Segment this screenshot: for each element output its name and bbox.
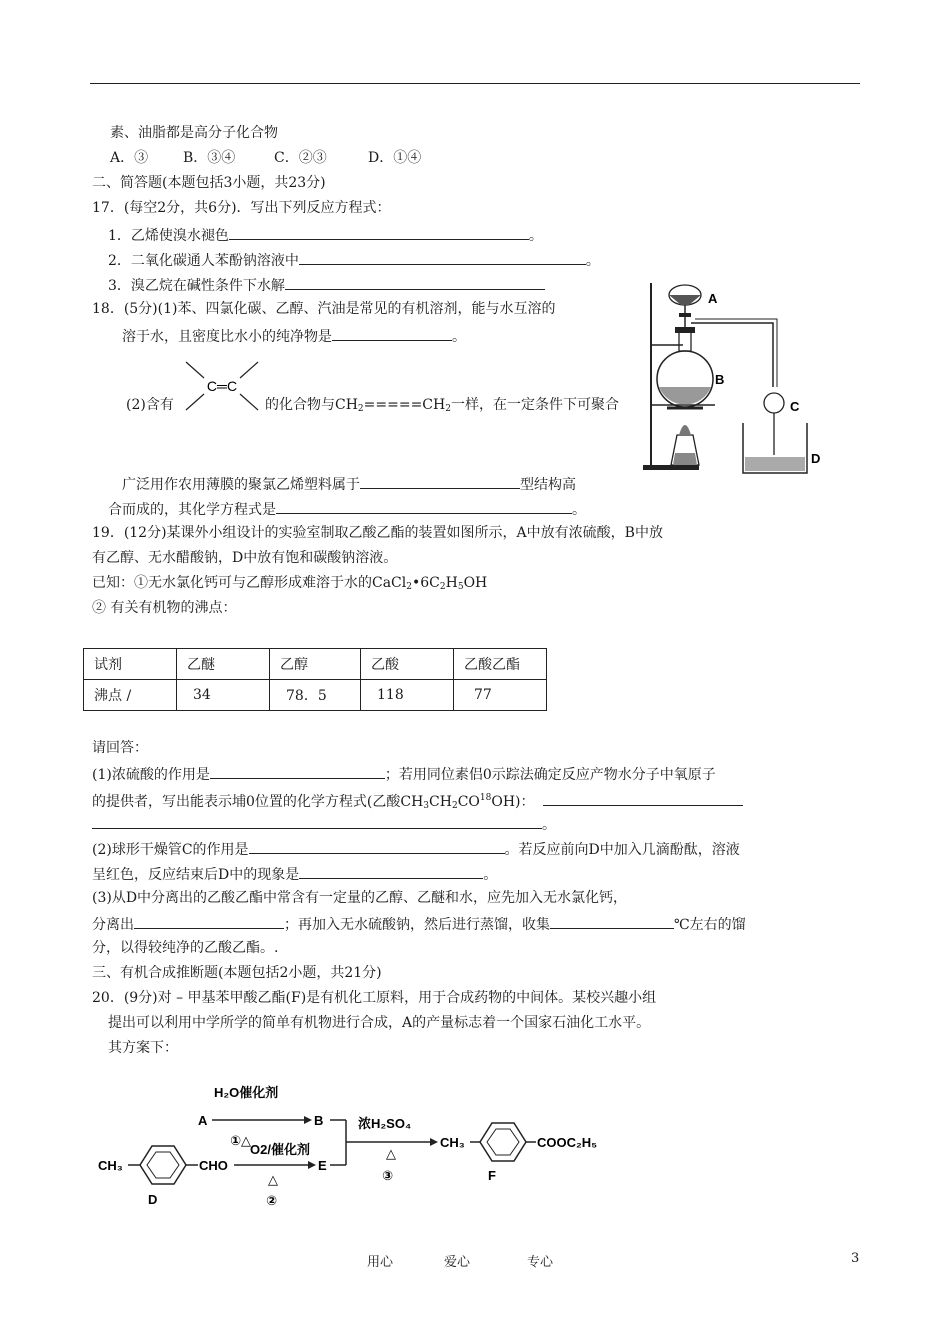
- compound-d: D: [148, 1192, 158, 1207]
- q18-line4-tail: 型结构高: [520, 477, 576, 493]
- answer-blank[interactable]: [543, 791, 743, 806]
- end-mark: 。: [585, 253, 600, 269]
- table-cell: 乙酸: [361, 649, 454, 680]
- q19-p1-line3: 。: [92, 814, 556, 834]
- answer-blank[interactable]: [360, 474, 520, 489]
- table-row: [84, 680, 547, 711]
- q19-known1-text: 已知：①无水氯化钙可与乙醇形成难溶于水的CaCl: [92, 575, 407, 591]
- step2-condition: △: [268, 1172, 278, 1187]
- q19-p3-line3: 分，以得较纯净的乙酸乙酯。.: [92, 940, 279, 956]
- table-cell: 试剂: [84, 649, 177, 680]
- step3-number: ③: [382, 1168, 394, 1183]
- q19-p2b: 。若反应前向D中加入几滴酚酞，溶液: [504, 842, 740, 858]
- compound-e: E: [318, 1158, 327, 1173]
- end-mark: 。: [528, 228, 543, 244]
- q18-line4-text: 广泛用作农用薄膜的聚氯乙烯塑料属于: [122, 477, 360, 493]
- ch3-right: CH₃: [440, 1135, 465, 1150]
- q18-part2-a: 的化合物与CH: [265, 397, 358, 413]
- q18-line2-text: 溶于水，且密度比水小的纯净物是: [122, 329, 332, 345]
- boiling-point-table: [83, 648, 547, 711]
- q19-line1: 19．(12分)某课外小组设计的实验室制取乙酸乙酯的装置如图所示，A中放有浓硫酸，B中放: [92, 525, 663, 541]
- q19-known2: ② 有关有机物的沸点：: [92, 600, 237, 616]
- q19-p2c: 呈红色，反应结束后D中的现象是: [92, 867, 300, 883]
- q18-part2-label: (2)含有: [126, 397, 174, 413]
- q17-item-2: [108, 250, 600, 270]
- step3-reagent: 浓H₂SO₄: [358, 1116, 412, 1131]
- ester-group: COOC₂H₅: [537, 1135, 598, 1150]
- table-cell: 沸点 /: [84, 680, 177, 711]
- answer-blank[interactable]: [134, 914, 284, 929]
- answer-blank[interactable]: [276, 499, 572, 514]
- q19-p1a: (1)浓硫酸的作用是: [92, 767, 210, 783]
- q19-p1c5: OH)：: [491, 794, 535, 810]
- answer-blank[interactable]: [285, 275, 545, 290]
- option-c: C．②③: [274, 150, 327, 166]
- apparatus-diagram: [635, 275, 825, 480]
- q19-p1c: 的提供者，写出能表示埔0位置的化学方程式(乙酸CH: [92, 794, 424, 810]
- q17-item-3-text: 3．溴乙烷在碱性条件下水解: [108, 278, 285, 294]
- page-number: 3: [851, 1251, 860, 1266]
- step3-condition: △: [386, 1146, 396, 1161]
- q19-p3b: 分离出: [92, 917, 134, 933]
- q18-part2-b: =====CH: [363, 397, 446, 413]
- q19-p1c3: CO: [457, 794, 480, 810]
- q18-line4: [122, 474, 576, 494]
- q19-line2: 有乙醇、无水醋酸钠，D中放有饱和碳酸钠溶液。: [92, 550, 398, 566]
- ch3-left: CH₃: [98, 1158, 123, 1173]
- header-rule: [90, 83, 860, 84]
- q19-p3-line1: (3)从D中分离出的乙酸乙酯中常含有一定量的乙醇、乙醚和水，应先加入无水氯化钙，: [92, 890, 628, 906]
- answer-blank[interactable]: [299, 864, 483, 879]
- q20-line1: 20．(9分)对 – 甲基苯甲酸乙酯(F)是有机化工原料，用于合成药物的中间体。某校兴趣小组: [92, 990, 657, 1006]
- answer-blank[interactable]: [92, 814, 542, 829]
- step2-reagent: O2/催化剂: [250, 1142, 310, 1157]
- option-b: B．③④: [183, 150, 236, 166]
- answer-blank[interactable]: [332, 326, 452, 341]
- q19-p1-line1: [92, 764, 716, 784]
- table-cell: 乙醚: [177, 649, 270, 680]
- q18-line5-text: 合而成的，其化学方程式是: [108, 502, 276, 518]
- q19-p1c2: CH: [429, 794, 452, 810]
- footer-c: 专心: [527, 1255, 554, 1270]
- step1-reagent: H₂O催化剂: [214, 1085, 279, 1100]
- label-b: B: [715, 372, 725, 387]
- q17-stem: 17．(每空2分，共6分)．写出下列反应方程式：: [92, 200, 391, 216]
- q19-p3d: ℃左右的馏: [674, 917, 746, 933]
- table-cell: 34: [177, 680, 270, 711]
- table-cell: 乙酸乙酯: [454, 649, 547, 680]
- q18-part2-c: 一样，在一定条件下可聚合: [450, 397, 619, 413]
- table-header-row: [84, 649, 547, 680]
- section3-title: 三、有机合成推断题(本题包括2小题，共21分): [92, 965, 382, 981]
- compound-a: A: [198, 1113, 208, 1128]
- cho-group: CHO: [199, 1158, 228, 1173]
- q19-p1-line2: 的提供者，写出能表示埔0位置的化学方程式(乙酸$CH_3CH_2CO^{18}OH$)：: [92, 789, 743, 815]
- q17-item-1-text: 1．乙烯使溴水褪色: [108, 228, 229, 244]
- q19-ask: 请回答：: [92, 740, 148, 756]
- option-a: A．③: [110, 150, 149, 166]
- answer-blank[interactable]: [550, 914, 674, 929]
- label-c: C: [790, 399, 800, 414]
- answer-blank[interactable]: [229, 225, 529, 240]
- section2-title: 二、简答题(本题包括3小题，共23分): [92, 175, 326, 191]
- step1-condition: ①△: [230, 1133, 252, 1148]
- q19-p1b: ；若用同位素侣0示踪法确定反应产物水分子中氧原子: [384, 767, 716, 783]
- q20-line3: 其方案下：: [108, 1040, 178, 1056]
- q18-line5: 合而成的，其化学方程式是 。: [108, 499, 586, 519]
- q19-known1-oh: OH: [463, 575, 488, 591]
- q19-p2a: (2)球形干燥管C的作用是: [92, 842, 249, 858]
- q18-line2: 溶于水，且密度比水小的纯净物是 。: [122, 326, 466, 346]
- q19-known1-tail: •6C: [411, 575, 440, 591]
- synthesis-scheme: [90, 1070, 620, 1215]
- compound-f: F: [488, 1168, 496, 1183]
- continuation-text: 素、油脂都是高分子化合物: [110, 125, 278, 141]
- q19-p2-line1: [92, 839, 740, 859]
- answer-blank[interactable]: [299, 250, 586, 265]
- q20-line2: 提出可以利用中学所学的简单有机物进行合成，A的产量标志着一个国家石油化工水平。: [108, 1015, 651, 1031]
- q19-p3-line2: [92, 914, 746, 934]
- option-d: D．①④: [368, 150, 422, 166]
- q18-part2-text: 的化合物与$CH_2=====CH_2$一样，在一定条件下可聚合: [265, 397, 619, 414]
- q19-known1: 已知：①无水氯化钙可与乙醇形成难溶于水的$CaCl_2•6C_2H_5OH$: [92, 575, 488, 592]
- label-d: D: [811, 451, 821, 466]
- table-cell: 78．5: [270, 680, 361, 711]
- q17-item-2-text: 2．二氧化碳通人苯酚钠溶液中: [108, 253, 299, 269]
- q19-p2-line2: 呈红色，反应结束后D中的现象是 。: [92, 864, 497, 884]
- table-cell: 118: [361, 680, 454, 711]
- compound-b: B: [314, 1113, 324, 1128]
- table-cell: 77: [454, 680, 547, 711]
- q19-p1c4: 18: [479, 793, 492, 803]
- q17-item-3: [108, 275, 545, 295]
- q19-known1-h: H: [445, 575, 458, 591]
- alkene-label: C═C: [206, 378, 238, 394]
- footer-b: 爱心: [444, 1255, 471, 1270]
- q17-item-1: [108, 225, 543, 245]
- table-cell: 乙醇: [270, 649, 361, 680]
- label-a: A: [708, 291, 718, 306]
- q18-line1: 18．(5分)(1)苯、四氯化碳、乙醇、汽油是常见的有机溶剂，能与水互溶的: [92, 301, 556, 317]
- answer-blank[interactable]: [249, 839, 505, 854]
- alkene-structure: [182, 356, 262, 414]
- q19-p3c: ；再加入无水硫酸钠，然后进行蒸馏，收集: [284, 917, 550, 933]
- footer-a: 用心: [367, 1255, 394, 1270]
- answer-blank[interactable]: [210, 764, 385, 779]
- step2-number: ②: [266, 1193, 278, 1208]
